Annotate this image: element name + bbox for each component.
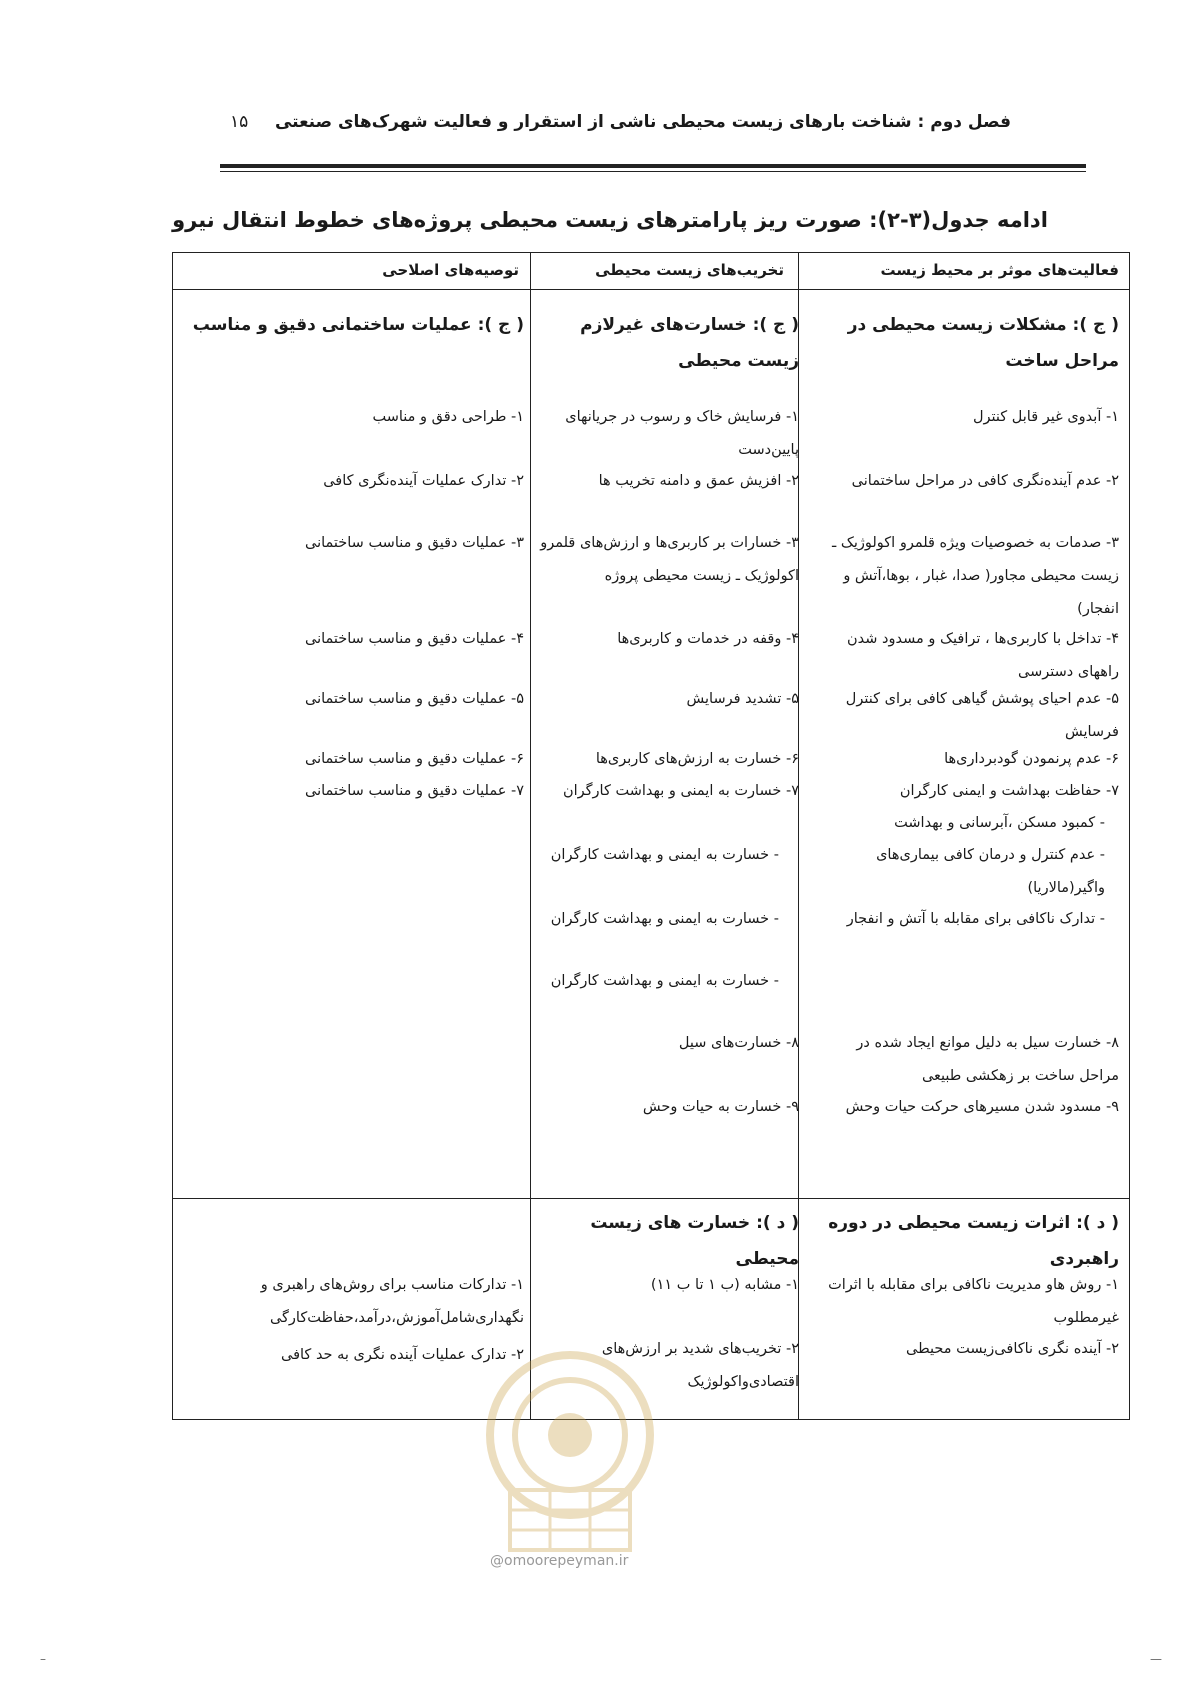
list-item: - تدارک ناکافی برای مقابله با آتش و انفجار: [846, 911, 1105, 927]
header-activities: فعالیت‌های موثر بر محیط زیست: [880, 261, 1119, 279]
watermark-logo-icon: [470, 1340, 670, 1560]
parameters-table: [172, 252, 1130, 1420]
list-item: ۳- خسارات بر کاربری‌ها و ارزش‌های قلمرو اکولوژیک ـ زیست محیطی پروژه: [540, 535, 799, 584]
list-item: ۴- وقفه در خدمات و کاربری‌ها: [617, 631, 799, 647]
list-item: ۴- تداخل با کاربری‌ها ، ترافیک و مسدود شدن راههای دسترسی: [847, 631, 1119, 680]
list-item: ۲- تدارک عملیات آینده‌نگری کافی: [323, 473, 524, 489]
list-item: - خسارت به ایمنی و بهداشت کارگران: [550, 911, 779, 927]
list-item: ۳- عملیات دقیق و مناسب ساختمانی: [305, 535, 524, 551]
page-number: ۱۵: [230, 112, 249, 132]
list-item: ۷- حفاظت بهداشت و ایمنی کارگران: [899, 783, 1119, 799]
list-item: - خسارت به ایمنی و بهداشت کارگران: [550, 973, 779, 989]
column-divider: [530, 253, 531, 1419]
watermark-url: @omoorepeyman.ir: [490, 1553, 629, 1569]
scan-mark-right: —: [1150, 1652, 1162, 1666]
list-item: ۲- افزیش عمق و دامنه تخریب ها: [598, 473, 799, 489]
list-item: ۸- خسارت‌های سیل: [678, 1035, 799, 1051]
header-rule-thick: [220, 164, 1086, 168]
list-item: ۵- عدم احیای پوشش گیاهی کافی برای کنترل فرسایش: [845, 691, 1119, 740]
page-header: [220, 112, 1011, 142]
list-item: ۲- آینده نگری ناکافی‌زیست محیطی: [906, 1341, 1119, 1357]
list-item: ۶- عملیات دقیق و مناسب ساختمانی: [305, 751, 524, 767]
section-d-col2-title: ( د ): خسارت های زیست محیطی: [590, 1213, 799, 1269]
list-item: ۱- روش هاو مدیریت ناکافی برای مقابله با اثرات غیرمطلوب: [828, 1277, 1119, 1326]
header-row-divider: [173, 289, 1129, 290]
list-item: ۲- عدم آینده‌نگری کافی در مراحل ساختمانی: [851, 473, 1119, 489]
list-item: ۹- مسدود شدن مسیرهای حرکت حیات وحش: [845, 1099, 1119, 1115]
list-item: ۳- صدمات به خصوصیات ویژه قلمرو اکولوژیک ـ زیست محیطی مجاور( صدا، غبار ، بوها،آتش و انفجار): [832, 535, 1119, 617]
list-item: ۱- آبدوی غیر قابل کنترل: [972, 409, 1119, 425]
list-item: ۹- خسارت به حیات وحش: [642, 1099, 799, 1115]
scan-mark-left: –: [40, 1652, 46, 1666]
section-divider: [173, 1198, 1129, 1199]
list-item: ۴- عملیات دقیق و مناسب ساختمانی: [305, 631, 524, 647]
list-item: ۷- عملیات دقیق و مناسب ساختمانی: [305, 783, 524, 799]
table-title: ادامه جدول(۳-۲): صورت ریز پارامترهای زیست محیطی پروژه‌های خطوط انتقال نیرو: [172, 208, 1048, 232]
list-item: ۸- خسارت سیل به دلیل موانع ایجاد شده در مراحل ساخت بر زهکشی طبیعی: [856, 1035, 1119, 1084]
list-item: ۲- تدارک عملیات آینده نگری به حد کافی: [281, 1347, 524, 1363]
list-item: - عدم کنترل و درمان کافی بیماری‌های واگیر(مالاریا): [876, 847, 1105, 896]
list-item: ۲- تخریب‌های شدید بر ارزش‌های اقتصادی‌واکولوژیک: [601, 1341, 799, 1390]
chapter-title: فصل دوم : شناخت بارهای زیست محیطی ناشی از استقرار و فعالیت شهرک‌های صنعتی: [274, 112, 1011, 132]
list-item: ۵- تشدید فرسایش: [686, 691, 799, 707]
list-item: ۶- خسارت به ارزش‌های کاربری‌ها: [595, 751, 799, 767]
list-item: ۵- عملیات دقیق و مناسب ساختمانی: [305, 691, 524, 707]
list-item: - کمبود مسکن ،آبرسانی و بهداشت: [894, 815, 1105, 831]
list-item: ۷- خسارت به ایمنی و بهداشت کارگران: [562, 783, 799, 799]
section-c-col3-title: ( ج ): عملیات ساختمانی دقیق و مناسب: [192, 315, 524, 335]
list-item: ۶- عدم پرنمودن گودبرداری‌ها: [944, 751, 1119, 767]
list-item: ۱- مشابه (ب ۱ تا ب ۱۱): [650, 1277, 799, 1293]
section-d-col1-title: ( د ): اثرات زیست محیطی در دوره راهبردی: [828, 1213, 1119, 1269]
section-c-col1-title: ( ج ): مشکلات زیست محیطی در مراحل ساخت: [847, 315, 1119, 371]
section-c-col2-title: ( ج ): خسارت‌های غیرلازم زیست محیطی: [580, 315, 799, 371]
header-damages: تخریب‌های زیست محیطی: [595, 261, 784, 279]
list-item: ۱- تدارکات مناسب برای روش‌های راهبری و نگهداری‌شامل‌آموزش،درآمد،حفاظت‌کارگی: [260, 1277, 524, 1326]
header-recommendations: توصیه‌های اصلاحی: [382, 261, 519, 279]
list-item: ۱- فرسایش خاک و رسوب در جریانهای پایین‌دست: [565, 409, 799, 458]
list-item: ۱- طراحی دقق و مناسب: [372, 409, 524, 425]
list-item: - خسارت به ایمنی و بهداشت کارگران: [550, 847, 779, 863]
header-rule-thin: [220, 171, 1086, 172]
